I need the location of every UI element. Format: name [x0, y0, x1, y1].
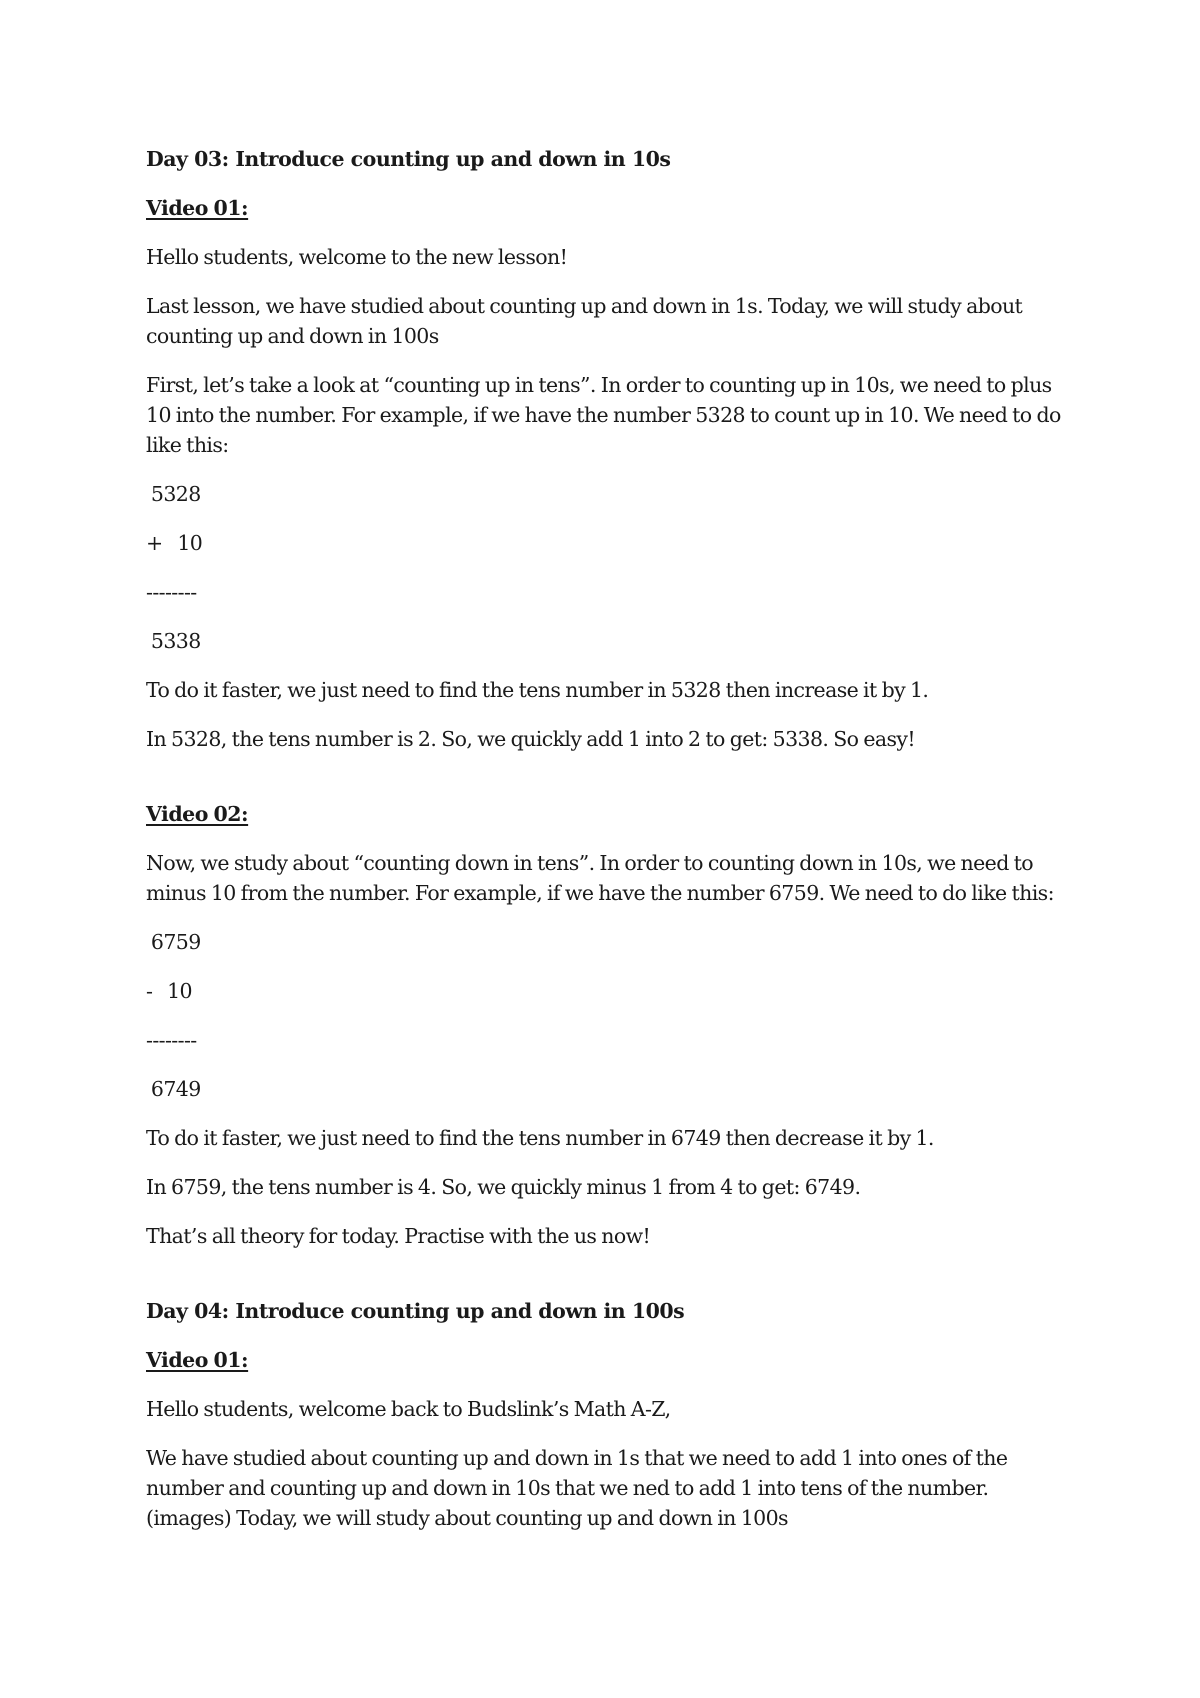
calc-addend: + 10	[146, 531, 203, 555]
calc-divider: --------	[146, 580, 197, 604]
day03-video02-tip: To do it faster, we just need to find the tens number in 6749 then decrease it by 1.	[146, 1126, 934, 1150]
day04-heading: Day 04: Introduce counting up and down in 100s	[146, 1299, 685, 1323]
calc-operand: 6759	[146, 930, 201, 954]
day03-video01-greeting: Hello students, welcome to the new lesson!	[146, 245, 568, 269]
day03-video01-label: Video 01:	[146, 196, 249, 220]
calc-result: 5338	[146, 629, 201, 653]
day03-video01-tip: To do it faster, we just need to find the tens number in 5328 then increase it by 1.	[146, 678, 929, 702]
day03-video01-example: In 5328, the tens number is 2. So, we quickly add 1 into 2 to get: 5338. So easy!	[146, 727, 916, 751]
day03-video01-intro: Last lesson, we have studied about counting up and down in 1s. Today, we will study about counting up and down in 100s	[146, 294, 1023, 348]
day04-video01-label: Video 01:	[146, 1348, 249, 1372]
day03-video02-example: In 6759, the tens number is 4. So, we quickly minus 1 from 4 to get: 6749.	[146, 1175, 861, 1199]
calc-result: 6749	[146, 1077, 201, 1101]
day03-video02-label: Video 02:	[146, 802, 249, 826]
day03-heading: Day 03: Introduce counting up and down in 10s	[146, 147, 671, 171]
day03-video02-closing: That’s all theory for today. Practise with the us now!	[146, 1224, 651, 1248]
document-page	[146, 144, 1076, 1552]
calc-divider: --------	[146, 1028, 197, 1052]
day03-video01-explanation: First, let’s take a look at “counting up in tens”. In order to counting up in 10s, we need to plus 10 into the number. For example, if we have the number 5328 to count up in 10. We need to do like this:	[146, 373, 1061, 457]
day03-video02-explanation: Now, we study about “counting down in tens”. In order to counting down in 10s, we need to minus 10 from the number. For example, if we have the number 6759. We need to do like this:	[146, 851, 1054, 905]
day04-video01-intro: We have studied about counting up and down in 1s that we need to add 1 into ones of the number and counting up and down in 10s that we ned to add 1 into tens of the number. (images) Today, we will study about counting up and down in 100s	[146, 1446, 1008, 1530]
calc-subtrahend: - 10	[146, 979, 192, 1003]
calc-operand: 5328	[146, 482, 201, 506]
day04-video01-greeting: Hello students, welcome back to Budslink’s Math A-Z,	[146, 1397, 671, 1421]
